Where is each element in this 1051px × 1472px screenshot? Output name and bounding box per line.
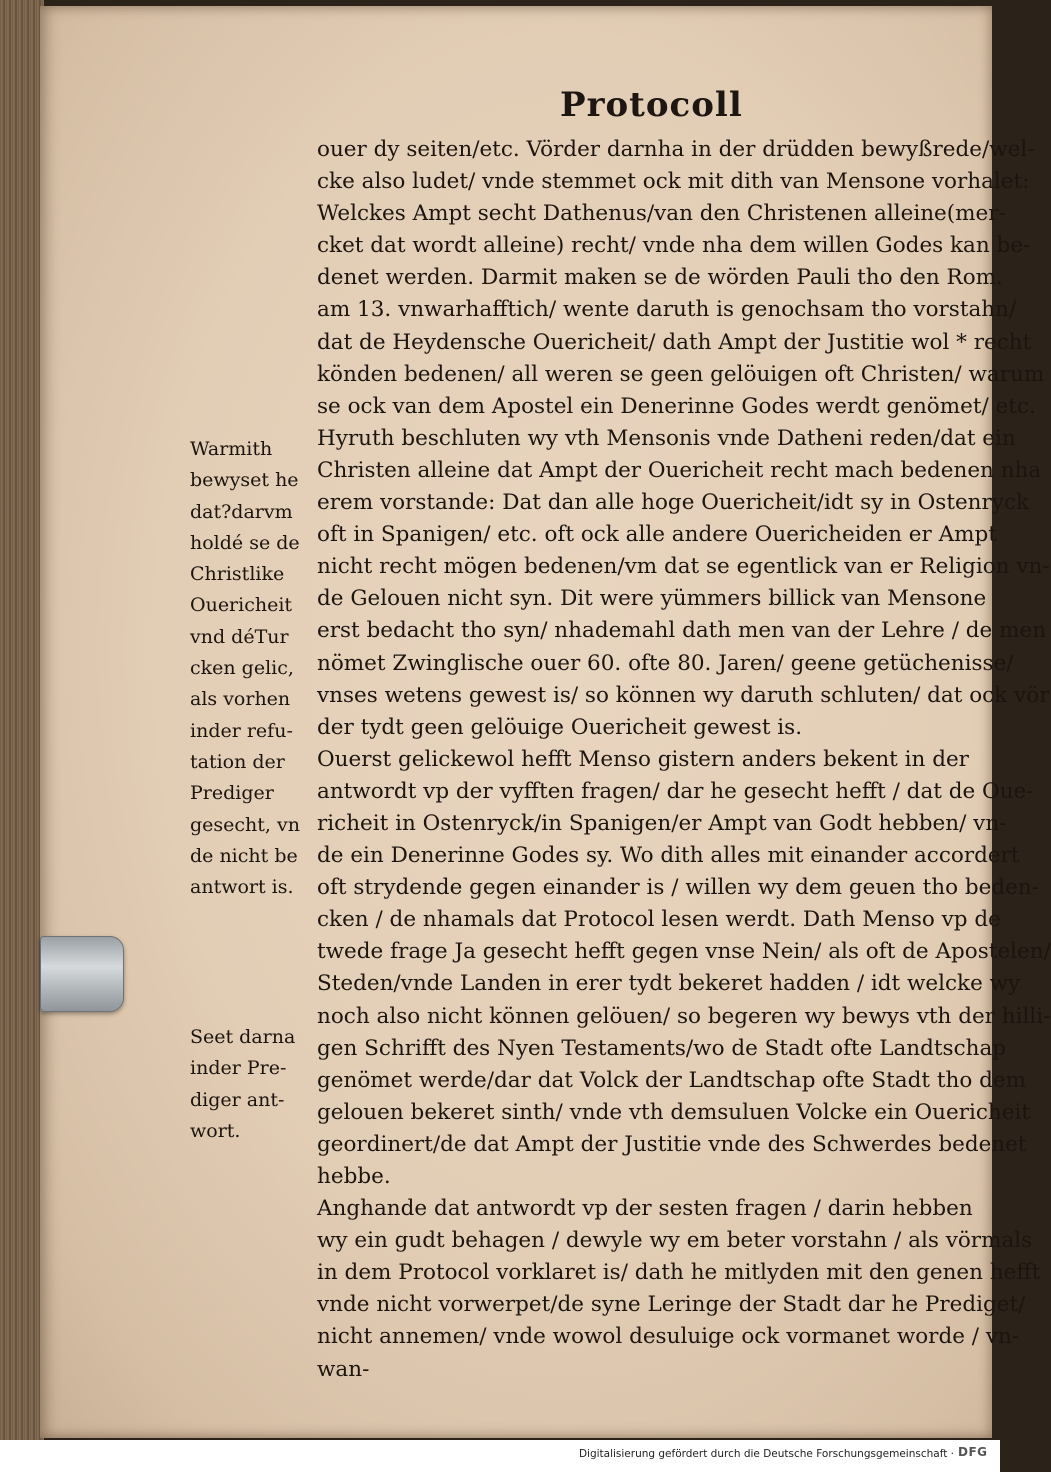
page-clip xyxy=(40,936,124,1012)
text-line: genömet werde/dar dat Volck der Landtschap ofte Stadt tho dem xyxy=(317,1067,1026,1093)
margin-note-2 xyxy=(190,1022,320,1147)
body-text xyxy=(317,134,1051,1386)
text-line: wan- xyxy=(317,1356,370,1382)
text-line: cken / de nhamals dat Protocol lesen werdt. Dath Menso vp de xyxy=(317,907,1001,933)
text-line: geordinert/de dat Ampt der Justitie vnde des Schwerdes bedenet xyxy=(317,1131,1027,1157)
page-header: Protocoll xyxy=(560,85,743,125)
text-line: Steden/vnde Landen in erer tydt bekeret hadden / idt welcke wy xyxy=(317,971,1021,997)
margin-line: antwort is. xyxy=(190,876,294,899)
text-line: gelouen bekeret sinth/ vnde vth demsuluen Volcke ein Ouericheit xyxy=(317,1099,1031,1125)
margin-line: inder Pre- xyxy=(190,1057,287,1080)
text-line: gen Schrifft des Nyen Testaments/wo de Stadt ofte Landtschap xyxy=(317,1035,1007,1061)
dfg-logo: DFG xyxy=(958,1445,988,1459)
text-line: antwordt vp der vyfften fragen/ dar he gesecht hefft / dat de Oue- xyxy=(317,778,1034,804)
margin-line: dat?darvm xyxy=(190,500,293,523)
footer-credit: Digitalisierung gefördert durch die Deutsche Forschungsgemeinschaft · xyxy=(578,1448,954,1460)
text-line: denet werden. Darmit maken se de wörden Pauli tho den Rom. xyxy=(317,265,1003,291)
text-line: könden bedenen/ all weren se geen gelöuigen oft Christen/ warum xyxy=(317,361,1045,387)
text-line: oft strydende gegen einander is / willen wy dem geuen tho beden- xyxy=(317,875,1039,901)
text-line: wy ein gudt behagen / dewyle wy em beter vorstahn / als vörmals xyxy=(317,1228,1033,1254)
margin-line: vnd déTur xyxy=(190,625,289,648)
text-line: cket dat wordt alleine) recht/ vnde nha dem willen Godes kan be- xyxy=(317,233,1031,259)
text-line: twede frage Ja gesecht hefft gegen vnse Nein/ als oft de Apostelen/ xyxy=(317,939,1051,965)
margin-line: tation der xyxy=(190,750,285,773)
text-line: am 13. vnwarhafftich/ wente daruth is genochsam tho vorstahn/ xyxy=(317,297,1017,323)
text-line: cke also ludet/ vnde stemmet ock mit dith van Mensone vorhalet: xyxy=(317,169,1030,195)
footer-bar xyxy=(0,1440,1000,1472)
text-line: Ouerst gelickewol hefft Menso gistern anders bekent in der xyxy=(317,746,969,772)
margin-line: inder refu- xyxy=(190,719,293,742)
margin-line: Prediger xyxy=(190,782,274,805)
book-page-edges xyxy=(0,0,44,1440)
text-line: oft in Spanigen/ etc. oft ock alle andere Ouericheiden er Ampt xyxy=(317,522,997,548)
margin-line: Christlike xyxy=(190,563,285,586)
margin-line: wort. xyxy=(190,1119,241,1142)
text-line: vnde nicht vorwerpet/de syne Leringe der Stadt dar he Prediget/ xyxy=(317,1292,1026,1318)
text-line: dat de Heydensche Ouericheit/ dath Ampt der Justitie wol * recht xyxy=(317,329,1032,355)
text-line: Welckes Ampt secht Dathenus/van den Christenen alleine(mer- xyxy=(317,201,1006,227)
text-line: Hyruth beschluten wy vth Mensonis vnde Datheni reden/dat ein xyxy=(317,425,1016,451)
text-line: erst bedacht tho syn/ nhademahl dath men van der Lehre / de men xyxy=(317,618,1047,644)
text-line: der tydt geen gelöuige Ouericheit gewest is. xyxy=(317,714,803,740)
text-line: Christen alleine dat Ampt der Ouericheit recht mach bedenen nha xyxy=(317,457,1042,483)
text-line: de Gelouen nicht syn. Dit were yümmers billick van Mensone xyxy=(317,586,987,612)
text-line: in dem Protocol vorklaret is/ dath he mitlyden mit den genen hefft xyxy=(317,1260,1041,1286)
margin-line: cken gelic, xyxy=(190,657,294,680)
margin-line: Ouericheit xyxy=(190,594,293,617)
text-line: noch also nicht können gelöuen/ so begeren wy bewys vth der hilli- xyxy=(317,1003,1051,1029)
text-line: se ock van dem Apostel ein Denerinne Godes werdt genömet/ etc. xyxy=(317,393,1036,419)
text-line: Anghande dat antwordt vp der sesten fragen / darin hebben xyxy=(317,1196,973,1222)
margin-line: als vorhen xyxy=(190,688,291,711)
margin-line: Warmith xyxy=(190,438,273,460)
text-line: hebbe. xyxy=(317,1164,391,1189)
text-line: richeit in Ostenryck/in Spanigen/er Ampt van Godt hebben/ vn- xyxy=(317,810,1007,836)
margin-line: gesecht, vn xyxy=(190,813,300,836)
text-line: de ein Denerinne Godes sy. Wo dith alles mit einander accordert xyxy=(317,843,1020,869)
text-line: nicht annemen/ vnde wowol desuluige ock vormanet worde / vn- xyxy=(317,1324,1020,1350)
margin-line: Seet darna xyxy=(190,1026,296,1048)
text-line: ouer dy seiten/etc. Vörder darnha in der drüdden bewyßrede/wel- xyxy=(317,137,1035,162)
margin-note-1 xyxy=(190,434,320,903)
text-line: nicht recht mögen bedenen/vm dat se egentlick van er Religion vn- xyxy=(317,554,1050,580)
margin-line: de nicht be xyxy=(190,844,298,867)
margin-line: diger ant- xyxy=(190,1088,285,1111)
margin-line: bewyset he xyxy=(190,469,299,492)
text-line: erem vorstande: Dat dan alle hoge Ouericheit/idt sy in Ostenryck xyxy=(317,490,1030,516)
text-line: nömet Zwinglische ouer 60. ofte 80. Jaren/ geene getüchenisse/ xyxy=(317,650,1014,676)
margin-line: holdé se de xyxy=(190,531,300,554)
text-line: vnses wetens gewest is/ so können wy daruth schluten/ dat ock vör xyxy=(317,682,1050,708)
